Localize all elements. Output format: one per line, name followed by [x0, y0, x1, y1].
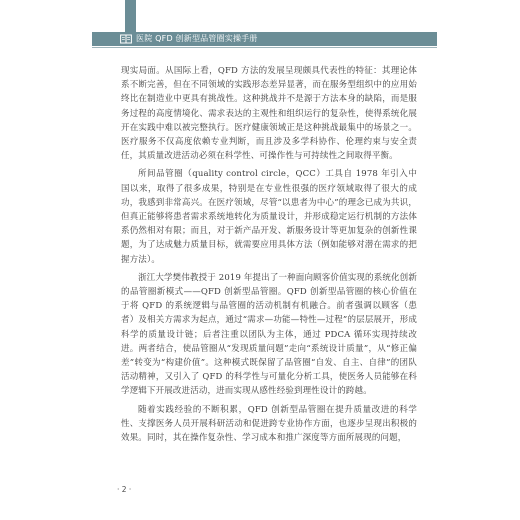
body-text	[121, 64, 417, 449]
book-icon	[120, 34, 132, 44]
paragraph-qfd-model: 浙江大学樊伟教授于 2019 年提出了一种面向顾客价值实现的系统化创新的品管圈新模式——QFD 创新型品管圈。QFD 创新型品管圈的核心价值在于将 QFD 的系统逻辑与品管圈的活动机制有机融合。前者强调以顾客（患者）及相关方需求为起点，通过“需求—功能—特性—过程”的层层展开，形成科学的质量设计链；后者注重以团队为主体，通过 PDCA 循环实现持续改进。两者结合，使品管圈从“发现质量问题”走向“系统设计质量”，从“修正偏差”转变为“构建价值”。这种模式既保留了品管圈“自发、自主、自律”的团队活动精神，又引入了 QFD 的科学性与可量化分析工具，使医务人员能够在科学逻辑下开展改进活动，进而实现从感性经验到理性设计的跨越。	[121, 272, 417, 397]
header-tab	[125, 0, 136, 32]
running-header	[120, 33, 258, 45]
header-rule	[92, 47, 437, 48]
paragraph-qcc: 所间品管圈（quality control circle，QCC）工具自 1978 年引入中国以来，取得了很多成果，特别是在专业性很强的医疗领域取得了很大的成功，我感到非常高兴。在医疗领域，尽管“以患者为中心”的理念已成为共识，但真正能够将患者需求系统地转化为质量设计，并形成稳定运行机制的方法体系仍然相对有限；而且，对于新产品开发、新服务设计等更加复杂的创新性课题，为了达成魅力质量目标，就需要应用具体方法（例如能够对潜在需求的把握方法）。	[121, 169, 417, 265]
header-title: 医院 QFD 创新型品管圈实操手册	[136, 34, 258, 43]
paragraph-continued: 现实局面。从国际上看，QFD 方法的发展呈现颇具代表性的特征：其理论体系不断完善，但在不同领域的实践形态差异显著，而在服务型组织中的应用始终比在制造业中更具有挑战性。这种挑战并不是源于方法本身的缺陷，而是服务过程的高度情境化、需求表达的主观性和组织运行的复杂性，使得系统化展开在实践中难以被完整执行。医疗健康领域正是这种挑战最集中的场景之一。医疗服务不仅高度依赖专业判断，而且涉及多学科协作、伦理约束与安全责任，其质量改进活动必须在科学性、可操作性与可持续性之间取得平衡。	[121, 66, 417, 162]
page-number: · 2 ·	[117, 485, 132, 494]
paragraph-practice: 随着实践经验的不断积累，QFD 创新型品管圈在提升质量改进的科学性、支撑医务人员开展科研活动和促进跨专业协作方面，也逐步呈现出积极的效果。同时，其在操作复杂性、学习成本和推广深度等方面所展现的问题，	[121, 404, 417, 444]
book-page	[92, 0, 437, 520]
